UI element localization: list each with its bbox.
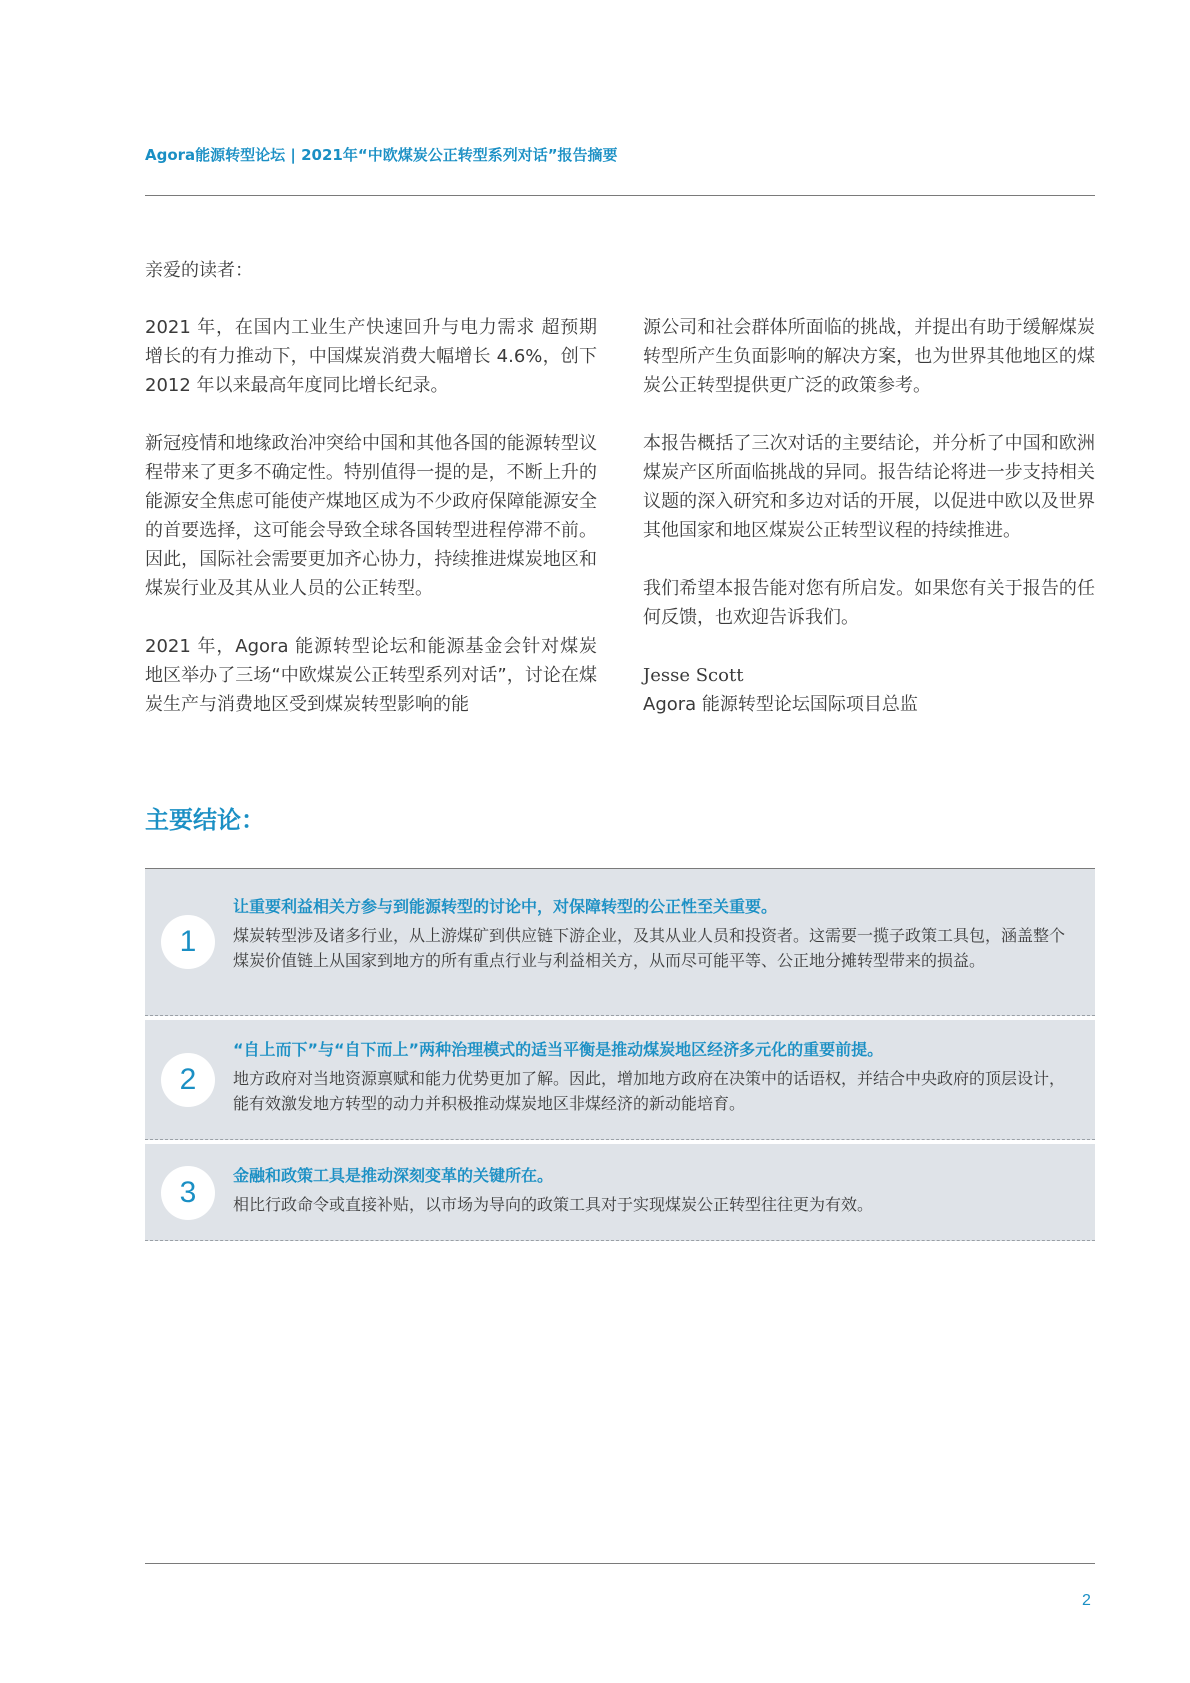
- header-divider: [145, 195, 1095, 196]
- letter-left-column: [145, 313, 597, 748]
- finding-number-badge: 1: [161, 915, 215, 969]
- letter-paragraph: 源公司和社会群体所面临的挑战，并提出有助于缓解煤炭转型所产生负面影响的解决方案，也为世界其他地区的煤炭公正转型提供更广泛的政策参考。: [643, 317, 1095, 396]
- finding-heading: 金融和政策工具是推动深刻变革的关键所在。: [233, 1166, 554, 1185]
- key-findings-list: [145, 868, 1095, 1241]
- letter-paragraph: 2021 年，在国内工业生产快速回升与电力需求 超预期增长的有力推动下，中国煤炭消费大幅增长 4.6%，创下 2012 年以来最高年度同比增长纪录。: [145, 317, 597, 396]
- page-number: 2: [1082, 1592, 1091, 1609]
- finding-heading: 让重要利益相关方参与到能源转型的讨论中，对保障转型的公正性至关重要。: [233, 897, 778, 916]
- signature-name: Jesse Scott: [643, 665, 744, 686]
- key-finding-item: [145, 1020, 1095, 1140]
- letter-paragraph: 我们希望本报告能对您有所启发。如果您有关于报告的任何反馈，也欢迎告诉我们。: [643, 578, 1095, 628]
- finding-body: 地方政府对当地资源禀赋和能力优势更加了解。因此，增加地方政府在决策中的话语权，并结合中央政府的顶层设计，能有效激发地方转型的动力并积极推动煤炭地区非煤经济的新动能培育。: [233, 1069, 1066, 1113]
- signature-role: Agora 能源转型论坛国际项目总监: [643, 694, 918, 715]
- finding-number-badge: 3: [161, 1166, 215, 1220]
- report-header-title: Agora能源转型论坛 | 2021年“中欧煤炭公正转型系列对话”报告摘要: [145, 146, 618, 164]
- letter-paragraph: 新冠疫情和地缘政治冲突给中国和其他各国的能源转型议程带来了更多不确定性。特别值得一提的是，不断上升的能源安全焦虑可能使产煤地区成为不少政府保障能源安全的首要选择，这可能会导致全球各国转型进程停滞不前。因此，国际社会需要更加齐心协力，持续推进煤炭地区和煤炭行业及其从业人员的公正转型。: [145, 433, 597, 599]
- letter-paragraph: 本报告概括了三次对话的主要结论，并分析了中国和欧洲煤炭产区所面临挑战的异同。报告结论将进一步支持相关议题的深入研究和多边对话的开展，以促进中欧以及世界其他国家和地区煤炭公正转型议程的持续推进。: [643, 433, 1095, 541]
- letter-paragraph: 2021 年，Agora 能源转型论坛和能源基金会针对煤炭地区举办了三场“中欧煤炭公正转型系列对话”，讨论在煤炭生产与消费地区受到煤炭转型影响的能: [145, 636, 597, 715]
- finding-number-badge: 2: [161, 1053, 215, 1107]
- finding-heading: “自上而下”与“自下而上”两种治理模式的适当平衡是推动煤炭地区经济多元化的重要前提。: [233, 1040, 884, 1059]
- key-finding-item: [145, 869, 1095, 1016]
- finding-text: [233, 895, 1077, 973]
- finding-text: [233, 1164, 1077, 1217]
- key-finding-item: [145, 1144, 1095, 1241]
- key-findings-title: 主要结论：: [145, 806, 265, 834]
- finding-body: 相比行政命令或直接补贴，以市场为导向的政策工具对于实现煤炭公正转型往往更为有效。: [233, 1195, 874, 1214]
- letter-salutation: 亲爱的读者：: [145, 260, 253, 281]
- footer-divider: [145, 1563, 1095, 1564]
- letter-right-column: [643, 313, 1095, 719]
- finding-body: 煤炭转型涉及诸多行业，从上游煤矿到供应链下游企业，及其从业人员和投资者。这需要一揽子政策工具包，涵盖整个煤炭价值链上从国家到地方的所有重点行业与利益相关方，从而尽可能平等、公正地分摊转型带来的损益。: [233, 926, 1066, 970]
- finding-text: [233, 1038, 1077, 1116]
